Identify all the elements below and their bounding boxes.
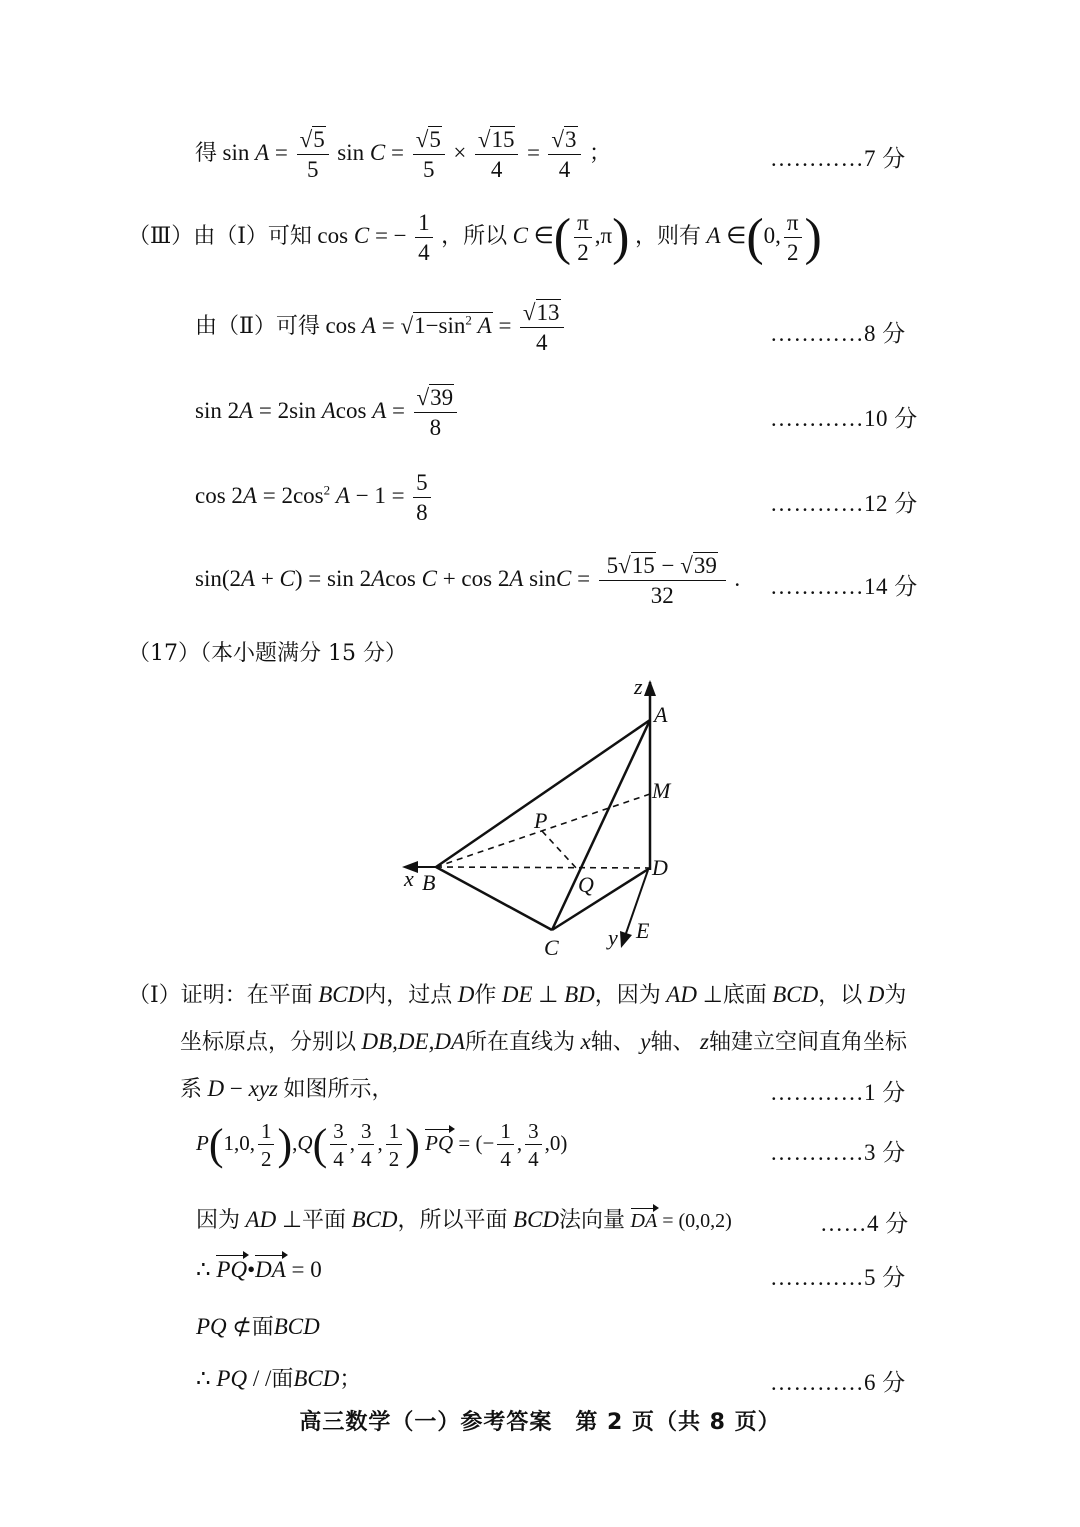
points-3: …………3 分 xyxy=(770,1140,906,1165)
p1-line4: P(1,0, $\frac{1}{2}$ ),Q( $\frac{3}{4}$ , $\frac{3}{4}$ , $\frac{1}{2}$ ) PQ = (− $\frac{1}{4}$ , $\frac{3}{4}$ ,0) …………3 分 xyxy=(196,1119,906,1172)
points-12: …………12 分 xyxy=(770,491,918,516)
label-M: M xyxy=(652,778,671,803)
label-A: A xyxy=(654,702,668,727)
p1-line1: （Ⅰ）证明：在平面 BCD内，过点 D作 DE ⊥ BD，因为 AD ⊥底面 BCD，以 D为 xyxy=(128,982,907,1007)
p1-line6: ∴ PQ•DA = 0 …………5 分 xyxy=(196,1257,906,1290)
tetrahedron-figure xyxy=(390,670,700,970)
p1-line5: 因为 AD ⊥平面 BCD，所以平面 BCD法向量 DA = (0,0,2) ……4 分 xyxy=(196,1207,909,1236)
s3-line3 xyxy=(0,465,1080,535)
s3-line1 xyxy=(0,295,1080,365)
de-char: 得 xyxy=(195,140,218,166)
points-6: …………6 分 xyxy=(770,1370,906,1395)
q17-title: （17）（本小题满分 15 分） xyxy=(128,641,407,666)
s2-line1-math: 得 sin A = $\frac{√5}{5}$ sin C = $\frac{√5}{5}$ × $\frac{√15}{4}$ = $\frac{√3}{4}$ ； xyxy=(195,127,612,183)
s3-mid: ，所以 xyxy=(441,223,508,249)
s3-line1-text: 由（Ⅱ）可得 xyxy=(195,313,320,339)
s3-line2-math: sin 2A = 2sin Acos A = $\frac{√39}{8}$ xyxy=(195,386,460,440)
s3-mid2: ，则有 xyxy=(634,223,701,249)
label-C: C xyxy=(544,935,559,960)
label-y: y xyxy=(608,925,618,950)
s3-line4 xyxy=(0,550,1080,620)
label-Q: Q xyxy=(578,872,594,897)
s3-line2 xyxy=(0,380,1080,450)
s3-head xyxy=(0,205,1080,275)
s2-line1 xyxy=(0,120,1080,190)
p1-line8: ∴ PQ / /面BCD； …………6 分 xyxy=(196,1366,906,1395)
label-P: P xyxy=(534,808,548,833)
points-10: …………10 分 xyxy=(770,406,918,431)
points-8: …………8 分 xyxy=(770,321,906,346)
points-4: ……4 分 xyxy=(820,1211,909,1236)
label-D: D xyxy=(652,855,668,880)
label-E: E xyxy=(636,918,650,943)
s3-line3-math: $\cos 2A = 2\cos^2$ A − 1 = $\frac{5}{8}$ xyxy=(195,471,434,525)
page-footer: 高三数学（一）参考答案 第 2 页（共 8 页） xyxy=(299,1410,781,1435)
points-5: …………5 分 xyxy=(770,1265,906,1290)
p1-line7: PQ ⊄面BCD xyxy=(196,1314,320,1339)
points-14: …………14 分 xyxy=(770,574,918,599)
s3-line1-math: 由（Ⅱ）可得 $\cos A = √1-\sin^2$ A = $\frac{√13}{4}$ xyxy=(195,301,567,355)
points-7: …………7 分 xyxy=(770,146,906,171)
p1-line2: 坐标原点，分别以 DB,DE,DA所在直线为 x轴、 y轴、 z轴建立空间直角坐标 xyxy=(180,1029,907,1054)
label-z: z xyxy=(634,674,643,699)
label-B: B xyxy=(422,870,436,895)
s3-label: （Ⅲ）由（Ⅰ）可知 xyxy=(128,223,312,249)
p1-line3: 系 D − xyz 如图所示， …………1 分 xyxy=(180,1076,906,1105)
label-x: x xyxy=(404,866,414,891)
s3-line4-math: sin(2A + C) = sin 2Acos C + cos 2A sinC = $\frac{5√15 - √39}{32}$ . xyxy=(195,553,741,609)
points-1: …………1 分 xyxy=(770,1080,906,1105)
s3-head-math: （Ⅲ）由（Ⅰ）可知 cos C = − $\frac{1}{4}$ ，所以 C ∈( $\frac{\pi}{2}$ ,π) ，则有 A ∈(0, $\frac{\pi}{2}$ ) xyxy=(128,209,822,267)
